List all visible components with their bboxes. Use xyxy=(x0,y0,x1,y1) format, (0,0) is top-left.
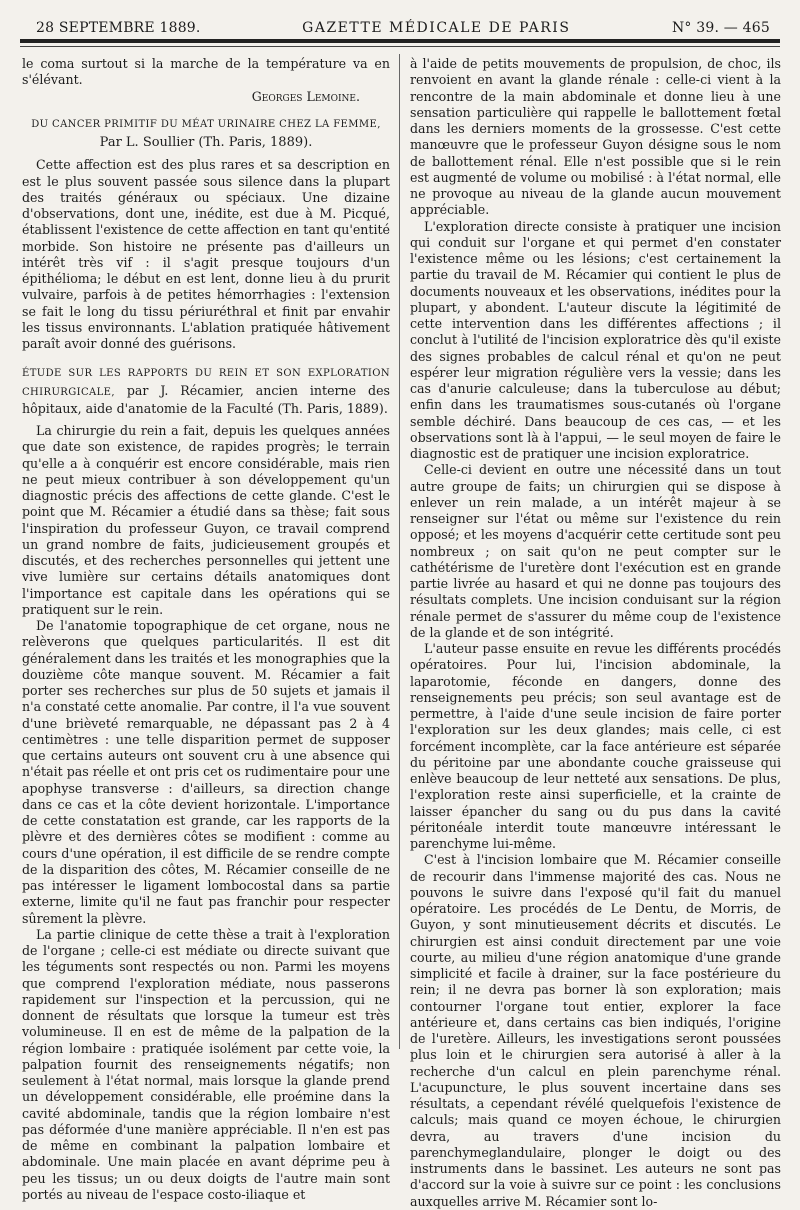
right-paragraph-1: à l'aide de petits mouvements de propulsion, de choc, ils renvoient en avant la glande rénale : celle-ci vient à la rencontre de la main abdominale et donne lieu à une sensation particulière qui rappelle le ballottement fœtal dans les derniers moments de la grossesse. C'est cette manœuvre que le professeur Guyon désigne sous le nom de ballottement rénal. Elle n'est possible que si le rein est augmenté de volume ou mobilisé : à l'état normal, elle ne provoque au niveau de la glande aucun mouvement appréciable. xyxy=(410,56,781,218)
left-column xyxy=(22,56,390,1202)
right-paragraph-4: L'auteur passe ensuite en revue les différents procédés opératoires. Pour lui, l'incision abdominale, la laparotomie, féconde en dangers, donne des renseignements peu précis; son seul avantage est de permettre, à l'aide d'une seule incision de faire porter l'exploration sur les deux glandes; mais celle, ci est forcément incomplète, car la face antérieure est séparée du péritoine par une abondante couche graisseuse qui enlève beaucoup de leur netteté aux sensations. De plus, l'exploration reste ainsi superficielle, et la crainte de laisser épancher du sang ou du pus dans la cavité péritonéale interdit toute manœuvre intéressant le parenchyme lui-même. xyxy=(410,641,781,851)
signature: Georges Lemoine. xyxy=(251,88,360,104)
article2-heading xyxy=(22,364,390,417)
header-rule-thin xyxy=(20,46,780,47)
article2-paragraph-2: De l'anatomie topographique de cet organe, nous ne relèverons que quelques particularités. Il est dit généralement dans les traités et les monographies que la douzième côte manque souvent. M. Récamier a fait porter ses recherches sur plus de 50 sujets et jamais il n'a constaté cette anomalie. Par contre, il l'a vue souvent d'une brièveté remarquable, ne dépassant pas 2 à 4 centimètres : une telle disparition permet de supposer que certains auteurs ont souvent cru à une absence qui n'était pas réelle et ont pris cet os rudimentaire pour une apophyse transverse : d'ailleurs, sa direction change dans ce cas et la côte devient horizontale. L'importance de cette constatation est grande, car les rapports de la plèvre et des dernières côtes se modifient : comme au cours d'une opération, il est difficile de se rendre compte de la disparition des côtes, M. Récamier conseille de ne pas intéresser le ligament lombocostal dans sa partie externe, limite qu'il ne faut pas franchir pour respecter sûrement la plèvre. xyxy=(22,618,390,926)
column-separator xyxy=(399,54,400,1049)
right-paragraph-3: Celle-ci devient en outre une nécessité dans un tout autre groupe de faits; un chirurgien qui se dispose à enlever un rein malade, a un intérêt majeur à se renseigner sur l'état ou même sur l'existence du rein opposé; et les moyens d'acquérir cette certitude sont peu nombreux ; on sait qu'on ne peut compter sur le cathétérisme de l'uretère dont l'exécution est en grande partie livrée au hasard et qui ne donne pas toujours des résultats complets. Une incision conduisant sur la région rénale permet de s'assurer du même coup de l'existence de la glande et de son intégrité. xyxy=(410,462,781,640)
journal-title: GAZETTE MÉDICALE DE PARIS xyxy=(302,20,571,36)
issue-date: 28 SEPTEMBRE 1889. xyxy=(36,20,201,36)
right-paragraph-2: L'exploration directe consiste à pratiquer une incision qui conduit sur l'organe et qui permet d'en constater l'existence même ou les lésions; c'est certainement la partie du travail de M. Récamier qui contient le plus de documents nouveaux et les observations, inédites pour la plupart, y abondent. L'auteur discute la légitimité de cette intervention dans les différentes affections ; il conclut à l'utilité de l'incision exploratrice dès qu'il existe des signes probables de calcul rénal et qu'on ne peut espérer leur migration régulière vers la vessie; dans les cas d'anurie calculeuse; dans la tuberculose au début; enfin dans les traumatismes sous-cutanés où l'organe semble déchiré. Dans beaucoup de ces cas, — et les observations sont là à l'appui, — le seul moyen de faire le diagnostic est de pratiquer une incision exploratrice. xyxy=(410,218,781,461)
article1-paragraph: Cette affection est des plus rares et sa description en est le plus souvent passée sous silence dans la plupart des traités généraux ou spéciaux. Une dizaine d'observations, dont une, inédite, est due à M. Picqué, établissent l'existence de cette affection en tant qu'entité morbide. Son histoire ne présente pas d'ailleurs un intérêt très vif : il s'agit presque toujours d'un épithélioma; le début en est lent, donne lieu à du prurit vulvaire, parfois à de petites hémorrhagies : l'extension se fait le long du tissu périuréthral et finit par envahir les tissus environnants. L'ablation pratiquée hâtivement paraît avoir donné des guérisons. xyxy=(22,157,390,351)
article2-title: ÉTUDE SUR LES RAPPORTS DU REIN ET SON EXPLORATION CHIRURGICALE, xyxy=(22,368,390,398)
issue-number: N° 39. — 465 xyxy=(671,20,770,36)
article1-author: Par L. Soullier (Th. Paris, 1889). xyxy=(99,135,313,150)
page-header xyxy=(36,10,770,36)
article2-author: par J. Récamier, ancien interne des hôpitaux, aide d'anatomie de la Faculté (Th. Paris, 1889). xyxy=(22,382,390,416)
right-paragraph-5: C'est à l'incision lombaire que M. Récamier conseille de recourir dans l'immense majorité des cas. Nous ne pouvons le suivre dans l'exposé qu'il fait du manuel opératoire. Les procédés de Le Dentu, de Morris, de Guyon, y sont minutieusement décrits et discutés. Le chirurgien est ainsi conduit directement par une voie courte, au milieu d'une région anatomique d'une grande simplicité et facile à drainer, sur la face postérieure du rein; il ne devra pas borner là son exploration; mais contourner l'organe tout entier, explorer la face antérieure et, dans certains cas bien indiqués, l'origine de l'uretère. Ailleurs, les investigations seront poussées plus loin et le chirurgien sera autorisé à aller à la recherche d'un calcul en plein parenchyme rénal. L'acupuncture, le plus souvent incertaine dans ses résultats, a cependant révélé quelquefois l'existence de calculs; mais quand ce moyen échoue, le chirurgien devra, au travers d'une incision du parenchymeglandulaire, plonger le doigt ou des instruments dans le bassinet. Les auteurs ne sont pas d'accord sur la voie à suivre sur ce point : les conclusions auxquelles arrive M. Récamier sont lo- xyxy=(410,852,781,1209)
header-rule-thick xyxy=(20,39,780,43)
article2-paragraph-3: La partie clinique de cette thèse a trait à l'exploration de l'organe ; celle-ci est médiate ou directe suivant que les téguments sont respectés ou non. Parmi les moyens que comprend l'exploration médiate, nous passerons rapidement sur l'inspection et la percussion, qui ne donnent de résultats que lorsque la tumeur est très volumineuse. Il en est de même de la palpation de la région lombaire : pratiquée isolément par cette voie, la palpation fournit des renseignements négatifs; non seulement à l'état normal, mais lorsque la glande prend un développement considérable, elle proémine dans la cavité abdominale, tandis que la région lombaire n'est pas déformée d'une manière appréciable. Il n'en est pas de même en combinant la palpation lombaire et abdominale. Une main placée en avant déprime peu à peu les tissus; un ou deux doigts de l'autre main sont portés au niveau de l'espace costo-iliaque et xyxy=(22,926,390,1202)
article2-paragraph-1: La chirurgie du rein a fait, depuis les quelques années que date son existence, de rapides progrès; le terrain qu'elle a à conquérir est encore considérable, mais rien ne peut mieux contribuer à son développement qu'un diagnostic précis des affections de cette glande. C'est le point que M. Récamier a étudié dans sa thèse; fait sous l'inspiration du professeur Guyon, ce travail comprend un grand nombre de faits, judicieusement groupés et discutés, et des recherches personnelles qui jettent une vive lumière sur certains détails anatomiques dont l'importance est capitale dans les opérations qui se pratiquent sur le rein. xyxy=(22,423,390,617)
intro-paragraph: le coma surtout si la marche de la température va en s'élévant. xyxy=(22,56,390,88)
article1-title: DU CANCER PRIMITIF DU MÉAT URINAIRE CHEZ LA FEMME, xyxy=(31,118,381,130)
right-column xyxy=(410,56,781,1209)
